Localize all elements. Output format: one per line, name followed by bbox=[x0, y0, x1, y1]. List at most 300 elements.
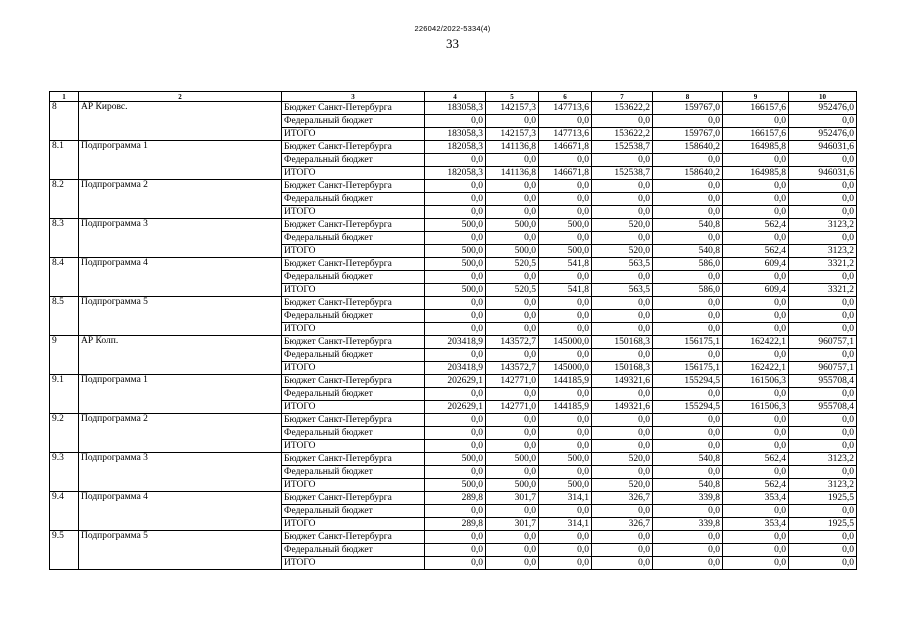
item-number-cell: 9.3 bbox=[50, 453, 79, 492]
amount-cell: 541,8 bbox=[539, 284, 592, 297]
amount-cell: 0,0 bbox=[653, 414, 723, 427]
amount-cell: 0,0 bbox=[723, 193, 789, 206]
amount-cell: 289,8 bbox=[425, 518, 486, 531]
amount-cell: 0,0 bbox=[592, 427, 653, 440]
amount-cell: 146671,8 bbox=[539, 167, 592, 180]
amount-cell: 0,0 bbox=[592, 349, 653, 362]
amount-cell: 153622,2 bbox=[592, 102, 653, 115]
table-row bbox=[50, 219, 857, 232]
amount-cell: 946031,6 bbox=[789, 167, 857, 180]
amount-cell: 141136,8 bbox=[486, 141, 539, 154]
amount-cell: 0,0 bbox=[486, 232, 539, 245]
amount-cell: 0,0 bbox=[539, 349, 592, 362]
funding-source-cell: Федеральный бюджет bbox=[282, 427, 425, 440]
amount-cell: 0,0 bbox=[789, 505, 857, 518]
table-row bbox=[50, 141, 857, 154]
amount-cell: 0,0 bbox=[653, 388, 723, 401]
funding-source-cell: Федеральный бюджет bbox=[282, 271, 425, 284]
amount-cell: 0,0 bbox=[486, 115, 539, 128]
amount-cell: 314,1 bbox=[539, 492, 592, 505]
amount-cell: 563,5 bbox=[592, 258, 653, 271]
amount-cell: 0,0 bbox=[425, 557, 486, 570]
amount-cell: 0,0 bbox=[425, 440, 486, 453]
column-number-cell: 3 bbox=[282, 92, 425, 102]
program-name-cell: Подпрограмма 5 bbox=[79, 531, 282, 570]
amount-cell: 0,0 bbox=[486, 206, 539, 219]
item-number-cell: 8 bbox=[50, 102, 79, 141]
funding-source-cell: ИТОГО bbox=[282, 401, 425, 414]
column-number-cell: 10 bbox=[789, 92, 857, 102]
amount-cell: 142157,3 bbox=[486, 102, 539, 115]
amount-cell: 301,7 bbox=[486, 492, 539, 505]
funding-source-cell: ИТОГО bbox=[282, 167, 425, 180]
page-number: 33 bbox=[446, 36, 459, 51]
amount-cell: 0,0 bbox=[425, 544, 486, 557]
amount-cell: 164985,8 bbox=[723, 167, 789, 180]
amount-cell: 141136,8 bbox=[486, 167, 539, 180]
amount-cell: 0,0 bbox=[592, 271, 653, 284]
amount-cell: 158640,2 bbox=[653, 141, 723, 154]
amount-cell: 314,1 bbox=[539, 518, 592, 531]
funding-source-cell: Федеральный бюджет bbox=[282, 115, 425, 128]
amount-cell: 520,0 bbox=[592, 245, 653, 258]
amount-cell: 152538,7 bbox=[592, 167, 653, 180]
amount-cell: 520,5 bbox=[486, 284, 539, 297]
table-row bbox=[50, 375, 857, 388]
amount-cell: 0,0 bbox=[539, 544, 592, 557]
amount-cell: 0,0 bbox=[653, 440, 723, 453]
amount-cell: 0,0 bbox=[653, 544, 723, 557]
funding-source-cell: Федеральный бюджет bbox=[282, 505, 425, 518]
table-row bbox=[50, 414, 857, 427]
amount-cell: 0,0 bbox=[425, 466, 486, 479]
amount-cell: 0,0 bbox=[486, 388, 539, 401]
amount-cell: 0,0 bbox=[723, 414, 789, 427]
amount-cell: 0,0 bbox=[539, 115, 592, 128]
amount-cell: 0,0 bbox=[789, 427, 857, 440]
amount-cell: 155294,5 bbox=[653, 375, 723, 388]
amount-cell: 0,0 bbox=[539, 531, 592, 544]
amount-cell: 0,0 bbox=[592, 544, 653, 557]
amount-cell: 0,0 bbox=[723, 323, 789, 336]
amount-cell: 0,0 bbox=[539, 180, 592, 193]
amount-cell: 0,0 bbox=[789, 154, 857, 167]
amount-cell: 183058,3 bbox=[425, 128, 486, 141]
table-row bbox=[50, 258, 857, 271]
amount-cell: 955708,4 bbox=[789, 401, 857, 414]
amount-cell: 0,0 bbox=[653, 310, 723, 323]
amount-cell: 144185,9 bbox=[539, 375, 592, 388]
amount-cell: 202629,1 bbox=[425, 375, 486, 388]
amount-cell: 0,0 bbox=[486, 271, 539, 284]
amount-cell: 0,0 bbox=[653, 427, 723, 440]
amount-cell: 562,4 bbox=[723, 219, 789, 232]
amount-cell: 0,0 bbox=[592, 180, 653, 193]
amount-cell: 0,0 bbox=[592, 310, 653, 323]
amount-cell: 500,0 bbox=[486, 245, 539, 258]
amount-cell: 166157,6 bbox=[723, 102, 789, 115]
amount-cell: 500,0 bbox=[539, 245, 592, 258]
amount-cell: 500,0 bbox=[539, 453, 592, 466]
amount-cell: 339,8 bbox=[653, 518, 723, 531]
amount-cell: 0,0 bbox=[723, 466, 789, 479]
item-number-cell: 8.3 bbox=[50, 219, 79, 258]
amount-cell: 952476,0 bbox=[789, 128, 857, 141]
amount-cell: 202629,1 bbox=[425, 401, 486, 414]
amount-cell: 500,0 bbox=[486, 453, 539, 466]
amount-cell: 301,7 bbox=[486, 518, 539, 531]
amount-cell: 0,0 bbox=[486, 180, 539, 193]
amount-cell: 500,0 bbox=[425, 453, 486, 466]
amount-cell: 0,0 bbox=[539, 297, 592, 310]
amount-cell: 0,0 bbox=[723, 271, 789, 284]
program-name-cell: АР Колп. bbox=[79, 336, 282, 375]
program-name-cell: Подпрограмма 3 bbox=[79, 453, 282, 492]
amount-cell: 156175,1 bbox=[653, 362, 723, 375]
table-row bbox=[50, 492, 857, 505]
amount-cell: 1925,5 bbox=[789, 518, 857, 531]
amount-cell: 0,0 bbox=[653, 206, 723, 219]
amount-cell: 500,0 bbox=[425, 284, 486, 297]
amount-cell: 162422,1 bbox=[723, 362, 789, 375]
budget-table bbox=[49, 91, 857, 570]
funding-source-cell: ИТОГО bbox=[282, 206, 425, 219]
amount-cell: 586,0 bbox=[653, 258, 723, 271]
amount-cell: 153622,2 bbox=[592, 128, 653, 141]
item-number-cell: 9.2 bbox=[50, 414, 79, 453]
amount-cell: 0,0 bbox=[486, 466, 539, 479]
amount-cell: 339,8 bbox=[653, 492, 723, 505]
amount-cell: 0,0 bbox=[592, 466, 653, 479]
amount-cell: 0,0 bbox=[723, 557, 789, 570]
amount-cell: 326,7 bbox=[592, 518, 653, 531]
column-number-cell: 5 bbox=[486, 92, 539, 102]
amount-cell: 0,0 bbox=[539, 466, 592, 479]
amount-cell: 500,0 bbox=[425, 245, 486, 258]
amount-cell: 150168,3 bbox=[592, 362, 653, 375]
amount-cell: 0,0 bbox=[592, 440, 653, 453]
amount-cell: 3123,2 bbox=[789, 219, 857, 232]
column-number-cell: 6 bbox=[539, 92, 592, 102]
table-row bbox=[50, 180, 857, 193]
amount-cell: 1925,5 bbox=[789, 492, 857, 505]
amount-cell: 0,0 bbox=[723, 531, 789, 544]
amount-cell: 155294,5 bbox=[653, 401, 723, 414]
amount-cell: 540,8 bbox=[653, 245, 723, 258]
amount-cell: 500,0 bbox=[425, 258, 486, 271]
amount-cell: 0,0 bbox=[723, 440, 789, 453]
funding-source-cell: Федеральный бюджет bbox=[282, 310, 425, 323]
column-number-cell: 1 bbox=[50, 92, 79, 102]
funding-source-cell: Бюджет Санкт-Петербурга bbox=[282, 102, 425, 115]
funding-source-cell: Бюджет Санкт-Петербурга bbox=[282, 492, 425, 505]
amount-cell: 0,0 bbox=[592, 115, 653, 128]
program-name-cell: Подпрограмма 4 bbox=[79, 258, 282, 297]
amount-cell: 0,0 bbox=[425, 349, 486, 362]
amount-cell: 0,0 bbox=[653, 193, 723, 206]
program-name-cell: Подпрограмма 3 bbox=[79, 219, 282, 258]
funding-source-cell: Федеральный бюджет bbox=[282, 388, 425, 401]
funding-source-cell: ИТОГО bbox=[282, 128, 425, 141]
program-name-cell: Подпрограмма 2 bbox=[79, 180, 282, 219]
amount-cell: 0,0 bbox=[653, 349, 723, 362]
amount-cell: 0,0 bbox=[539, 193, 592, 206]
amount-cell: 0,0 bbox=[789, 193, 857, 206]
amount-cell: 0,0 bbox=[425, 232, 486, 245]
amount-cell: 152538,7 bbox=[592, 141, 653, 154]
amount-cell: 289,8 bbox=[425, 492, 486, 505]
item-number-cell: 9.1 bbox=[50, 375, 79, 414]
amount-cell: 0,0 bbox=[723, 310, 789, 323]
amount-cell: 0,0 bbox=[425, 531, 486, 544]
amount-cell: 0,0 bbox=[653, 505, 723, 518]
amount-cell: 0,0 bbox=[486, 349, 539, 362]
amount-cell: 182058,3 bbox=[425, 167, 486, 180]
amount-cell: 158640,2 bbox=[653, 167, 723, 180]
item-number-cell: 9.5 bbox=[50, 531, 79, 570]
amount-cell: 0,0 bbox=[539, 388, 592, 401]
amount-cell: 0,0 bbox=[486, 310, 539, 323]
amount-cell: 183058,3 bbox=[425, 102, 486, 115]
funding-source-cell: Федеральный бюджет bbox=[282, 466, 425, 479]
amount-cell: 0,0 bbox=[425, 180, 486, 193]
amount-cell: 0,0 bbox=[723, 349, 789, 362]
amount-cell: 0,0 bbox=[486, 323, 539, 336]
program-name-cell: АР Кировс. bbox=[79, 102, 282, 141]
amount-cell: 0,0 bbox=[486, 297, 539, 310]
item-number-cell: 8.2 bbox=[50, 180, 79, 219]
amount-cell: 203418,9 bbox=[425, 362, 486, 375]
amount-cell: 0,0 bbox=[592, 505, 653, 518]
amount-cell: 164985,8 bbox=[723, 141, 789, 154]
amount-cell: 147713,6 bbox=[539, 128, 592, 141]
amount-cell: 0,0 bbox=[486, 427, 539, 440]
amount-cell: 0,0 bbox=[653, 466, 723, 479]
funding-source-cell: ИТОГО bbox=[282, 518, 425, 531]
amount-cell: 0,0 bbox=[592, 154, 653, 167]
funding-source-cell: Бюджет Санкт-Петербурга bbox=[282, 180, 425, 193]
funding-source-cell: Бюджет Санкт-Петербурга bbox=[282, 531, 425, 544]
amount-cell: 353,4 bbox=[723, 492, 789, 505]
amount-cell: 203418,9 bbox=[425, 336, 486, 349]
amount-cell: 0,0 bbox=[592, 323, 653, 336]
amount-cell: 0,0 bbox=[425, 154, 486, 167]
amount-cell: 0,0 bbox=[486, 557, 539, 570]
amount-cell: 0,0 bbox=[486, 531, 539, 544]
amount-cell: 0,0 bbox=[425, 414, 486, 427]
amount-cell: 3321,2 bbox=[789, 284, 857, 297]
amount-cell: 955708,4 bbox=[789, 375, 857, 388]
amount-cell: 520,5 bbox=[486, 258, 539, 271]
amount-cell: 609,4 bbox=[723, 284, 789, 297]
amount-cell: 952476,0 bbox=[789, 102, 857, 115]
amount-cell: 520,0 bbox=[592, 479, 653, 492]
table-row bbox=[50, 297, 857, 310]
funding-source-cell: ИТОГО bbox=[282, 245, 425, 258]
amount-cell: 960757,1 bbox=[789, 362, 857, 375]
amount-cell: 0,0 bbox=[539, 440, 592, 453]
amount-cell: 0,0 bbox=[539, 206, 592, 219]
amount-cell: 500,0 bbox=[539, 219, 592, 232]
amount-cell: 500,0 bbox=[486, 479, 539, 492]
amount-cell: 142771,0 bbox=[486, 375, 539, 388]
column-number-cell: 2 bbox=[79, 92, 282, 102]
amount-cell: 162422,1 bbox=[723, 336, 789, 349]
amount-cell: 150168,3 bbox=[592, 336, 653, 349]
amount-cell: 500,0 bbox=[425, 219, 486, 232]
amount-cell: 0,0 bbox=[723, 115, 789, 128]
amount-cell: 146671,8 bbox=[539, 141, 592, 154]
amount-cell: 562,4 bbox=[723, 479, 789, 492]
amount-cell: 0,0 bbox=[539, 154, 592, 167]
amount-cell: 0,0 bbox=[723, 427, 789, 440]
column-number-cell: 7 bbox=[592, 92, 653, 102]
amount-cell: 0,0 bbox=[539, 505, 592, 518]
amount-cell: 145000,0 bbox=[539, 336, 592, 349]
funding-source-cell: ИТОГО bbox=[282, 362, 425, 375]
amount-cell: 3123,2 bbox=[789, 479, 857, 492]
amount-cell: 326,7 bbox=[592, 492, 653, 505]
amount-cell: 0,0 bbox=[789, 323, 857, 336]
funding-source-cell: Бюджет Санкт-Петербурга bbox=[282, 414, 425, 427]
program-name-cell: Подпрограмма 1 bbox=[79, 375, 282, 414]
amount-cell: 562,4 bbox=[723, 245, 789, 258]
amount-cell: 145000,0 bbox=[539, 362, 592, 375]
amount-cell: 0,0 bbox=[425, 427, 486, 440]
program-name-cell: Подпрограмма 2 bbox=[79, 414, 282, 453]
amount-cell: 0,0 bbox=[723, 154, 789, 167]
item-number-cell: 8.1 bbox=[50, 141, 79, 180]
amount-cell: 0,0 bbox=[425, 297, 486, 310]
item-number-cell: 9 bbox=[50, 336, 79, 375]
amount-cell: 0,0 bbox=[653, 271, 723, 284]
amount-cell: 144185,9 bbox=[539, 401, 592, 414]
amount-cell: 0,0 bbox=[723, 544, 789, 557]
amount-cell: 586,0 bbox=[653, 284, 723, 297]
amount-cell: 0,0 bbox=[539, 323, 592, 336]
table-row bbox=[50, 453, 857, 466]
amount-cell: 143572,7 bbox=[486, 362, 539, 375]
funding-source-cell: ИТОГО bbox=[282, 557, 425, 570]
amount-cell: 0,0 bbox=[425, 206, 486, 219]
table-body bbox=[50, 102, 857, 570]
amount-cell: 0,0 bbox=[789, 531, 857, 544]
amount-cell: 540,8 bbox=[653, 219, 723, 232]
amount-cell: 161506,3 bbox=[723, 375, 789, 388]
amount-cell: 149321,6 bbox=[592, 401, 653, 414]
amount-cell: 0,0 bbox=[723, 232, 789, 245]
amount-cell: 500,0 bbox=[425, 479, 486, 492]
amount-cell: 0,0 bbox=[653, 531, 723, 544]
funding-source-cell: Федеральный бюджет bbox=[282, 349, 425, 362]
amount-cell: 0,0 bbox=[789, 180, 857, 193]
amount-cell: 0,0 bbox=[425, 323, 486, 336]
amount-cell: 149321,6 bbox=[592, 375, 653, 388]
column-number-cell: 8 bbox=[653, 92, 723, 102]
amount-cell: 0,0 bbox=[789, 271, 857, 284]
amount-cell: 353,4 bbox=[723, 518, 789, 531]
amount-cell: 0,0 bbox=[653, 180, 723, 193]
column-number-cell: 4 bbox=[425, 92, 486, 102]
table-row bbox=[50, 531, 857, 544]
amount-cell: 0,0 bbox=[789, 115, 857, 128]
amount-cell: 3123,2 bbox=[789, 245, 857, 258]
amount-cell: 960757,1 bbox=[789, 336, 857, 349]
funding-source-cell: Бюджет Санкт-Петербурга bbox=[282, 219, 425, 232]
amount-cell: 0,0 bbox=[425, 505, 486, 518]
funding-source-cell: Бюджет Санкт-Петербурга bbox=[282, 336, 425, 349]
funding-source-cell: Федеральный бюджет bbox=[282, 232, 425, 245]
amount-cell: 159767,0 bbox=[653, 128, 723, 141]
amount-cell: 166157,6 bbox=[723, 128, 789, 141]
item-number-cell: 9.4 bbox=[50, 492, 79, 531]
amount-cell: 3321,2 bbox=[789, 258, 857, 271]
amount-cell: 0,0 bbox=[592, 297, 653, 310]
amount-cell: 0,0 bbox=[592, 414, 653, 427]
amount-cell: 0,0 bbox=[592, 193, 653, 206]
item-number-cell: 8.5 bbox=[50, 297, 79, 336]
amount-cell: 0,0 bbox=[592, 206, 653, 219]
amount-cell: 500,0 bbox=[486, 219, 539, 232]
funding-source-cell: ИТОГО bbox=[282, 479, 425, 492]
amount-cell: 500,0 bbox=[539, 479, 592, 492]
program-name-cell: Подпрограмма 4 bbox=[79, 492, 282, 531]
amount-cell: 156175,1 bbox=[653, 336, 723, 349]
amount-cell: 0,0 bbox=[653, 154, 723, 167]
funding-source-cell: Бюджет Санкт-Петербурга bbox=[282, 141, 425, 154]
amount-cell: 0,0 bbox=[723, 505, 789, 518]
amount-cell: 0,0 bbox=[486, 193, 539, 206]
amount-cell: 0,0 bbox=[789, 414, 857, 427]
funding-source-cell: ИТОГО bbox=[282, 323, 425, 336]
funding-source-cell: Федеральный бюджет bbox=[282, 154, 425, 167]
amount-cell: 0,0 bbox=[789, 232, 857, 245]
funding-source-cell: ИТОГО bbox=[282, 440, 425, 453]
amount-cell: 0,0 bbox=[425, 193, 486, 206]
amount-cell: 541,8 bbox=[539, 258, 592, 271]
amount-cell: 0,0 bbox=[789, 388, 857, 401]
amount-cell: 0,0 bbox=[789, 349, 857, 362]
amount-cell: 0,0 bbox=[789, 440, 857, 453]
amount-cell: 142771,0 bbox=[486, 401, 539, 414]
amount-cell: 0,0 bbox=[723, 388, 789, 401]
amount-cell: 0,0 bbox=[486, 154, 539, 167]
amount-cell: 0,0 bbox=[539, 427, 592, 440]
program-name-cell: Подпрограмма 5 bbox=[79, 297, 282, 336]
amount-cell: 3123,2 bbox=[789, 453, 857, 466]
amount-cell: 0,0 bbox=[539, 232, 592, 245]
amount-cell: 609,4 bbox=[723, 258, 789, 271]
funding-source-cell: Бюджет Санкт-Петербурга bbox=[282, 297, 425, 310]
funding-source-cell: Бюджет Санкт-Петербурга bbox=[282, 453, 425, 466]
amount-cell: 0,0 bbox=[592, 232, 653, 245]
amount-cell: 540,8 bbox=[653, 453, 723, 466]
amount-cell: 562,4 bbox=[723, 453, 789, 466]
funding-source-cell: Бюджет Санкт-Петербурга bbox=[282, 375, 425, 388]
amount-cell: 0,0 bbox=[425, 271, 486, 284]
table-row bbox=[50, 336, 857, 349]
amount-cell: 143572,7 bbox=[486, 336, 539, 349]
amount-cell: 0,0 bbox=[592, 531, 653, 544]
amount-cell: 946031,6 bbox=[789, 141, 857, 154]
amount-cell: 563,5 bbox=[592, 284, 653, 297]
amount-cell: 0,0 bbox=[486, 544, 539, 557]
item-number-cell: 8.4 bbox=[50, 258, 79, 297]
amount-cell: 0,0 bbox=[486, 440, 539, 453]
funding-source-cell: Федеральный бюджет bbox=[282, 544, 425, 557]
amount-cell: 0,0 bbox=[486, 414, 539, 427]
amount-cell: 0,0 bbox=[592, 557, 653, 570]
